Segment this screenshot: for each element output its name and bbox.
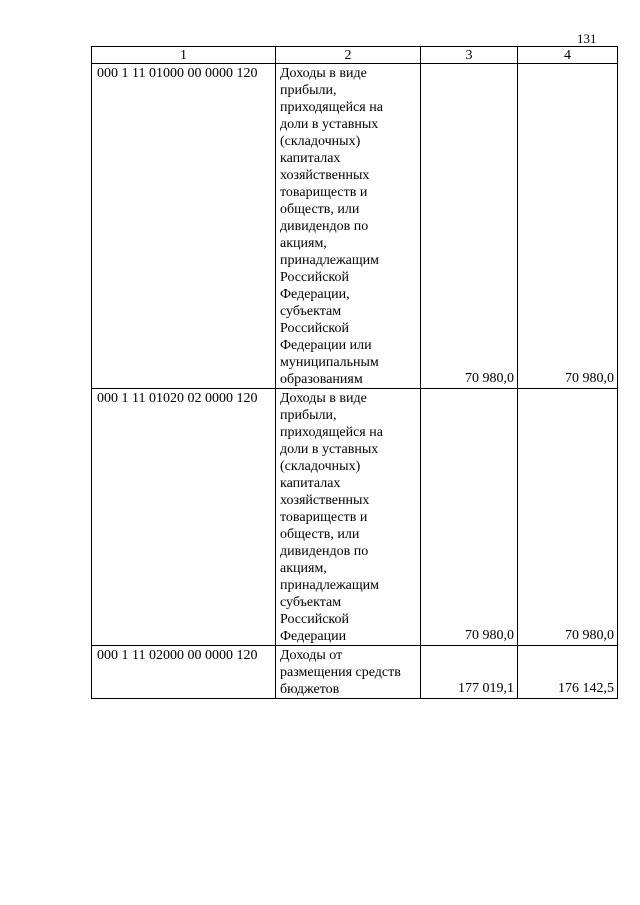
- row-value-col4: 176 142,5: [518, 646, 618, 699]
- description-line: дивидендов по: [280, 219, 369, 234]
- description-line: (складочных): [280, 459, 361, 474]
- description-line: Российской: [280, 270, 349, 285]
- description-line: капиталах: [280, 151, 341, 166]
- description-line: прибыли,: [280, 83, 337, 98]
- description-line: обществ, или: [280, 202, 360, 217]
- description-line: доли в уставных: [280, 117, 379, 132]
- description-line: принадлежащим: [280, 578, 380, 593]
- row-description: [276, 646, 421, 699]
- table-header-row: [92, 47, 618, 64]
- description-line: приходящейся на: [280, 100, 383, 115]
- description-line: дивидендов по: [280, 544, 369, 559]
- table-row: [92, 389, 618, 646]
- description-line: доли в уставных: [280, 442, 379, 457]
- header-col-3: 3: [421, 47, 518, 64]
- table-row: [92, 64, 618, 389]
- table-row: [92, 646, 618, 699]
- description-line: товариществ и: [280, 185, 368, 200]
- row-value-col3: 177 019,1: [421, 646, 518, 699]
- row-value-col3: 70 980,0: [421, 64, 518, 389]
- description-line: принадлежащим: [280, 253, 380, 268]
- description-line: образованиям: [280, 372, 363, 387]
- description-line: субъектам: [280, 595, 342, 610]
- row-description: [276, 64, 421, 389]
- description-line: прибыли,: [280, 408, 337, 423]
- description-line: Российской: [280, 612, 349, 627]
- row-value-col4: 70 980,0: [518, 64, 618, 389]
- description-line: субъектам: [280, 304, 342, 319]
- page-number: 131: [577, 31, 597, 46]
- budget-table: [91, 46, 618, 699]
- description-line: Российской: [280, 321, 349, 336]
- description-line: размещения средств: [280, 665, 401, 680]
- description-line: приходящейся на: [280, 425, 383, 440]
- description-line: хозяйственных: [280, 493, 370, 508]
- description-line: (складочных): [280, 134, 361, 149]
- description-line: акциям,: [280, 236, 327, 251]
- description-line: Федерации: [280, 629, 347, 644]
- row-code: 000 1 11 02000 00 0000 120: [92, 646, 276, 699]
- row-value-col4: 70 980,0: [518, 389, 618, 646]
- description-line: муниципальным: [280, 355, 379, 370]
- header-col-1: 1: [92, 47, 276, 64]
- row-value-col3: 70 980,0: [421, 389, 518, 646]
- row-code: 000 1 11 01000 00 0000 120: [92, 64, 276, 389]
- header-col-4: 4: [518, 47, 618, 64]
- description-line: товариществ и: [280, 510, 368, 525]
- description-line: Федерации или: [280, 338, 372, 353]
- header-col-2: 2: [276, 47, 421, 64]
- description-line: хозяйственных: [280, 168, 370, 183]
- description-line: Доходы в виде: [280, 391, 367, 406]
- description-line: бюджетов: [280, 682, 340, 697]
- description-line: акциям,: [280, 561, 327, 576]
- description-line: Федерации,: [280, 287, 350, 302]
- description-line: обществ, или: [280, 527, 360, 542]
- description-line: Доходы в виде: [280, 66, 367, 81]
- description-line: капиталах: [280, 476, 341, 491]
- description-line: Доходы от: [280, 648, 343, 663]
- row-description: [276, 389, 421, 646]
- row-code: 000 1 11 01020 02 0000 120: [92, 389, 276, 646]
